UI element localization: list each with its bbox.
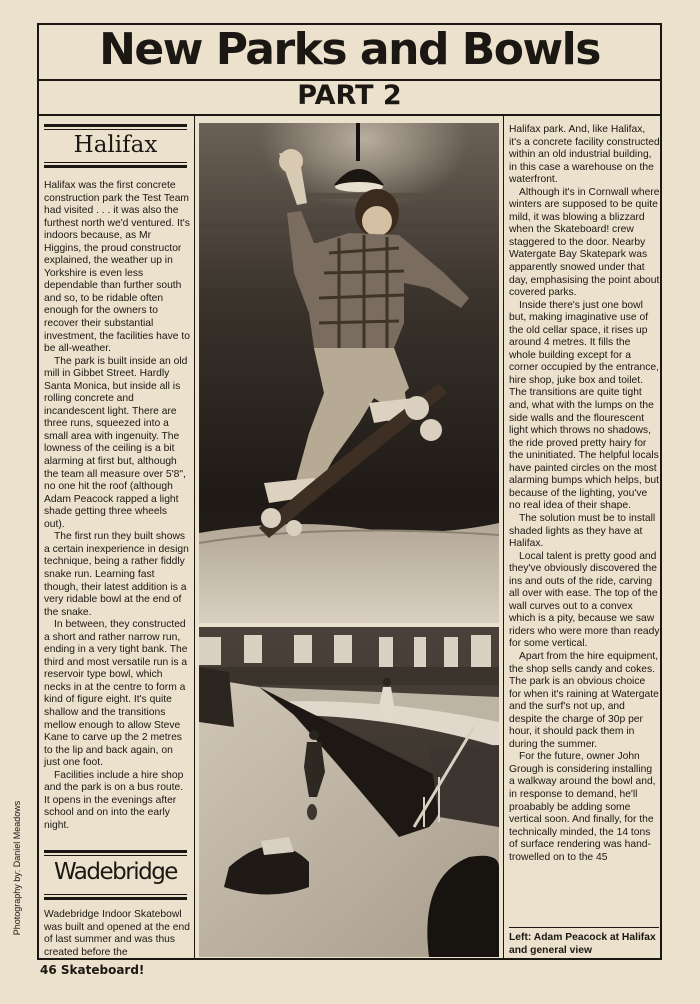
subtitle-divider xyxy=(37,114,662,116)
section-header-halifax xyxy=(44,124,187,168)
page-footer xyxy=(40,963,144,977)
wadebridge-paragraph: Although it's in Cornwall where winters are supposed to be quite mild, it was blowing a blizzard when the Skateboard! crew staggered to the door. Nearby Watergate Bay Skatepark was apparently snowed under that day, emphasising the point about covered parks. xyxy=(509,186,660,299)
section-title-wadebridge: Wadebridge xyxy=(54,859,177,885)
photo-general-view xyxy=(199,627,499,957)
wadebridge-paragraph: Halifax park. And, like Halifax, it's a concrete facility constructed within an old industrial building, in this case a warehouse on the waterfront. xyxy=(509,124,660,186)
wadebridge-paragraph: Apart from the hire equipment, the shop sells candy and cokes. The park is an obvious choice for when it's raining at Watergate and the surf's not up, and despite the charge of 30p per hour, it should pack them in during the summer. xyxy=(509,650,659,750)
wadebridge-paragraph: For the future, owner John Grough is considering installing a walkway around the bowl and, in response to demand, he'll proabably be adding some vertical soon. And finally, for the technically minded, the 14 tons of surface rendering was hand-trowelled on to the 45 xyxy=(509,751,656,863)
photo-caption: Left: Adam Peacock at Halifax and general view xyxy=(509,932,656,956)
column-divider-left xyxy=(194,116,195,959)
photo-credit-text: Photography by: Daniel Meadows xyxy=(12,800,22,936)
wadebridge-paragraph: Local talent is pretty good and they've obviously discovered the ins and outs of the ride, carving all over with ease. The top of the wall curves out to a convex which is a pity, because we saw riders who were more than ready for some vertical. xyxy=(509,550,660,650)
caption-divider xyxy=(509,927,659,928)
section-header-wadebridge xyxy=(44,850,187,900)
wadebridge-paragraph: Wadebridge Indoor Skatebowl was built and opened at the end of last summer and was thus created before the xyxy=(44,909,190,958)
halifax-paragraph: In between, they constructed a short and rather narrow run, ending in a very tight bank. The third and most versatile run is a reservoir type bowl, which necks in at the centre to form a kind of figure eight. It's quite shallow and the transitions mellow enough to allow Steve Kane to carve up the 2 metres to the lip and back again, on just one foot. xyxy=(44,619,188,769)
wadebridge-paragraph: The solution must be to install shaded lights as they have at Halifax. xyxy=(509,512,656,550)
halifax-paragraph: Facilities include a hire shop and the park is on a bus route. It opens in the evenings after school and on into the early night. xyxy=(44,769,184,831)
wadebridge-body-continued xyxy=(509,124,660,864)
magazine-name: Skateboard! xyxy=(60,963,145,977)
article-title: New Parks and Bowls xyxy=(99,24,600,75)
halifax-body xyxy=(44,180,190,832)
skater-photo-illustration xyxy=(199,123,499,623)
section-title-halifax: Halifax xyxy=(73,132,158,158)
halifax-paragraph: Halifax was the first concrete construction park the Test Team had visited . . . it was also the furthest north we'd ventured. It's indoors because, as Mr Higgins, the proud constructor explained, the weather up in Yorkshire is even less dependable than further south and so, to be ridable often enough for the owners to recover their substantial investment, the facilities have to be all-weather. xyxy=(44,180,190,355)
halifax-paragraph: The first run they built shows a certain inexperience in design technique, being a rather fiddly snake run. Learning fast though, their latest addition is a very ridable bowl at the end of the snake. xyxy=(44,531,189,618)
column-divider-right xyxy=(503,116,504,959)
park-photo-illustration xyxy=(199,627,499,957)
halifax-paragraph: The park is built inside an old mill in Gibbet Street. Hardly Santa Monica, but inside all is rolling concrete and incandescent light. There are three runs, squeezed into a small area with ingenuity. The lowness of the ceiling is a bit alarming at first but, although the team all measure over 5'8", no one hit the roof (although Adam Peacock rapped a light shade getting three wheels out). xyxy=(44,355,188,530)
wadebridge-body xyxy=(44,909,194,959)
photo-credit xyxy=(8,790,22,950)
article-part: PART 2 xyxy=(297,80,402,111)
page-number: 46 xyxy=(40,963,57,977)
photo-skater-halifax xyxy=(199,123,499,623)
wadebridge-paragraph: Inside there's just one bowl but, making imaginative use of the old cellar space, it rises up around 4 metres. It fills the whole building except for a corner occupied by the entrance, hire shop, juke box and toilet. The transitions are quite tight and, what with the lumps on the side walls and the flourescent light which throws no shadows, the ride proved pretty hairy for the uninitiated. The helpful locals have painted circles on the most alarming bumps which helps, but because of the lighting, you've no real idea of their shape. xyxy=(509,299,659,512)
